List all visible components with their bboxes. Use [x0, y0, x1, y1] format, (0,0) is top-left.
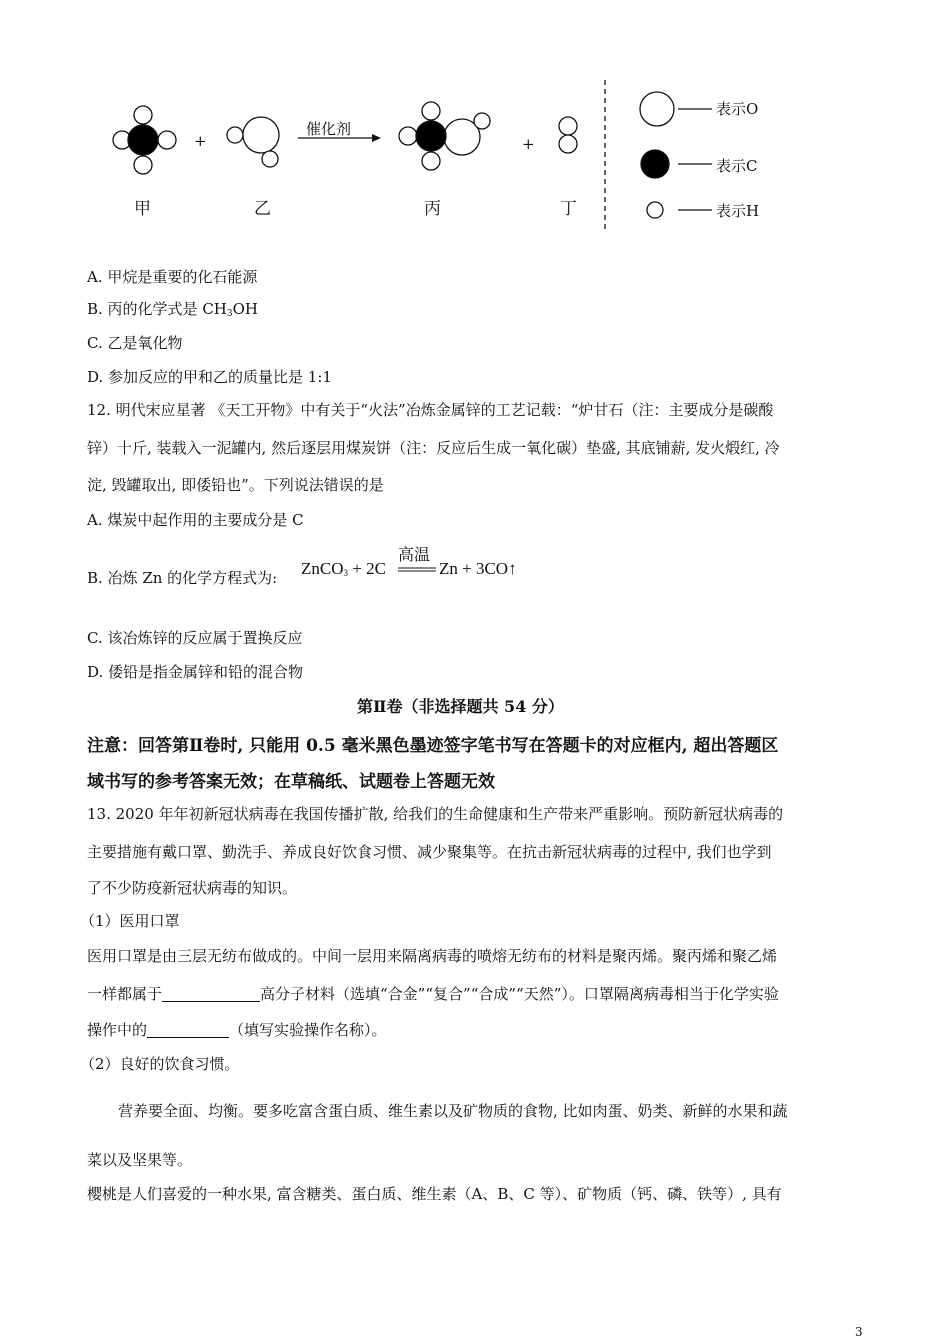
- h-atom: [559, 135, 577, 153]
- q13-line1: 13. 2020 年年初新冠状病毒在我国传播扩散, 给我们的生命健康和生产带来严重影响。预防新冠状病毒的: [87, 805, 784, 823]
- label-yi: 乙: [254, 199, 271, 219]
- section2-note-line2: 域书写的参考答案无效；在草稿纸、试题卷上答题无效: [87, 772, 495, 792]
- h-atom: [158, 131, 176, 149]
- q12-option-a: A. 煤炭中起作用的主要成分是 C: [87, 511, 304, 529]
- h-atom: [227, 127, 243, 143]
- q11-option-b-sub: 3: [226, 309, 233, 319]
- q12-option-c: C. 该冶炼锌的反应属于置换反应: [87, 629, 303, 647]
- q13-paragraph-4: 营养要全面、均衡。要多吃富含蛋白质、维生素以及矿物质的食物, 比如肉蛋、奶类、新鲜的水果和蔬: [118, 1102, 788, 1120]
- section2-title: 第Ⅱ卷（非选择题共 54 分）: [357, 697, 564, 716]
- q13-line2: 主要措施有戴口罩、勤洗手、养成良好饮食习惯、减少聚集等。在抗击新冠状病毒的过程中, 我们也学到: [87, 843, 772, 861]
- h-atom: [399, 127, 417, 145]
- label-bing: 丙: [424, 199, 441, 219]
- eq-left-sub: 3: [343, 568, 348, 578]
- q12-equation-left: [301, 559, 386, 579]
- h-atom: [134, 106, 152, 124]
- q12-option-b-label: B. 冶炼 Zn 的化学方程式为:: [87, 569, 278, 587]
- answer-blank-1[interactable]: [162, 985, 260, 1002]
- label-jia: 甲: [134, 199, 151, 219]
- legend-h-text: 表示H: [716, 202, 760, 220]
- c-atom: [128, 125, 158, 155]
- page-number: 3: [855, 1325, 863, 1339]
- section2-note-line1: 注意：回答第Ⅱ卷时, 只能用 0.5 毫米黑色墨迹签字笔书写在答题卡的对应框内, 超出答题区: [87, 736, 779, 756]
- q11-option-b-text: B. 丙的化学式是 CH: [87, 300, 227, 318]
- q11-option-a: A. 甲烷是重要的化石能源: [87, 268, 258, 286]
- q13-line3: 了不少防疫新冠状病毒的知识。: [87, 879, 298, 897]
- eq-left-text: ZnCO: [301, 559, 344, 578]
- q11-option-c: C. 乙是氧化物: [87, 334, 183, 352]
- q12-equation-right: Zn + 3CO↑: [439, 559, 517, 578]
- c-atom: [416, 121, 446, 151]
- reaction-diagram: [100, 75, 820, 235]
- o-atom: [243, 117, 279, 153]
- eq-double-line: [398, 567, 436, 573]
- q12-line2: 锌）十斤, 装载入一泥罐内, 然后逐层用煤炭饼（注：反应后生成一氧化碳）垫盛, 其底铺薪, 发火煅红, 冷: [87, 439, 780, 457]
- q13-p2-end: 高分子材料（选填“合金”“复合”“合成”“天然”）。口罩隔离病毒相当于化学实验: [260, 985, 779, 1003]
- q13-p2-start: 一样都属于: [87, 985, 163, 1003]
- legend-c-atom: [641, 150, 669, 178]
- q11-option-b-tail: OH: [232, 300, 259, 318]
- h-atom: [262, 151, 278, 167]
- h-atom: [422, 102, 440, 120]
- h-atom: [559, 117, 577, 135]
- q13-paragraph-5: 菜以及坚果等。: [87, 1151, 193, 1169]
- h-atom: [474, 113, 490, 129]
- arrow-head: [372, 134, 381, 142]
- h-atom: [134, 156, 152, 174]
- eq-condition: 高温: [398, 545, 431, 564]
- q13-p3-end: （填写实验操作名称）。: [229, 1021, 387, 1039]
- legend-h-atom: [647, 202, 663, 218]
- q13-paragraph-3: [87, 1019, 387, 1040]
- q13-paragraph-6: 樱桃是人们喜爱的一种水果, 富含糖类、蛋白质、维生素（A、B、C 等）、矿物质（钙、磷、铁等）, 具有: [87, 1185, 782, 1203]
- q11-option-b: [87, 298, 258, 319]
- q13-subheading-1: （1）医用口罩: [80, 912, 180, 930]
- h-atom: [422, 152, 440, 170]
- q13-paragraph-2: [87, 983, 779, 1004]
- q13-paragraph-1: 医用口罩是由三层无纺布做成的。中间一层用来隔离病毒的喷熔无纺布的材料是聚丙烯。聚丙烯和聚乙烯: [87, 947, 778, 965]
- legend-o-text: 表示O: [716, 100, 759, 118]
- q12-line3: 淀, 毁罐取出, 即倭铅也”。下列说法错误的是: [87, 476, 384, 494]
- eq-left-tail: + 2C: [348, 559, 386, 578]
- q12-line1: 12. 明代宋应星著 《天工开物》中有关于“火法”冶炼金属锌的工艺记载：“炉甘石（注：主要成分是碳酸: [87, 401, 774, 419]
- answer-blank-2[interactable]: [147, 1021, 229, 1038]
- q11-option-d: D. 参加反应的甲和乙的质量比是 1:1: [87, 368, 332, 386]
- q13-p3-start: 操作中的: [87, 1021, 148, 1039]
- plus-sign: +: [194, 132, 207, 150]
- plus-sign: +: [522, 135, 535, 153]
- catalyst-label: 催化剂: [306, 120, 352, 138]
- legend-o-atom: [640, 92, 674, 126]
- q12-option-d: D. 倭铅是指金属锌和铅的混合物: [87, 663, 304, 681]
- q13-subheading-2: （2）良好的饮食习惯。: [80, 1055, 240, 1073]
- legend-c-text: 表示C: [716, 157, 758, 175]
- label-ding: 丁: [560, 199, 577, 219]
